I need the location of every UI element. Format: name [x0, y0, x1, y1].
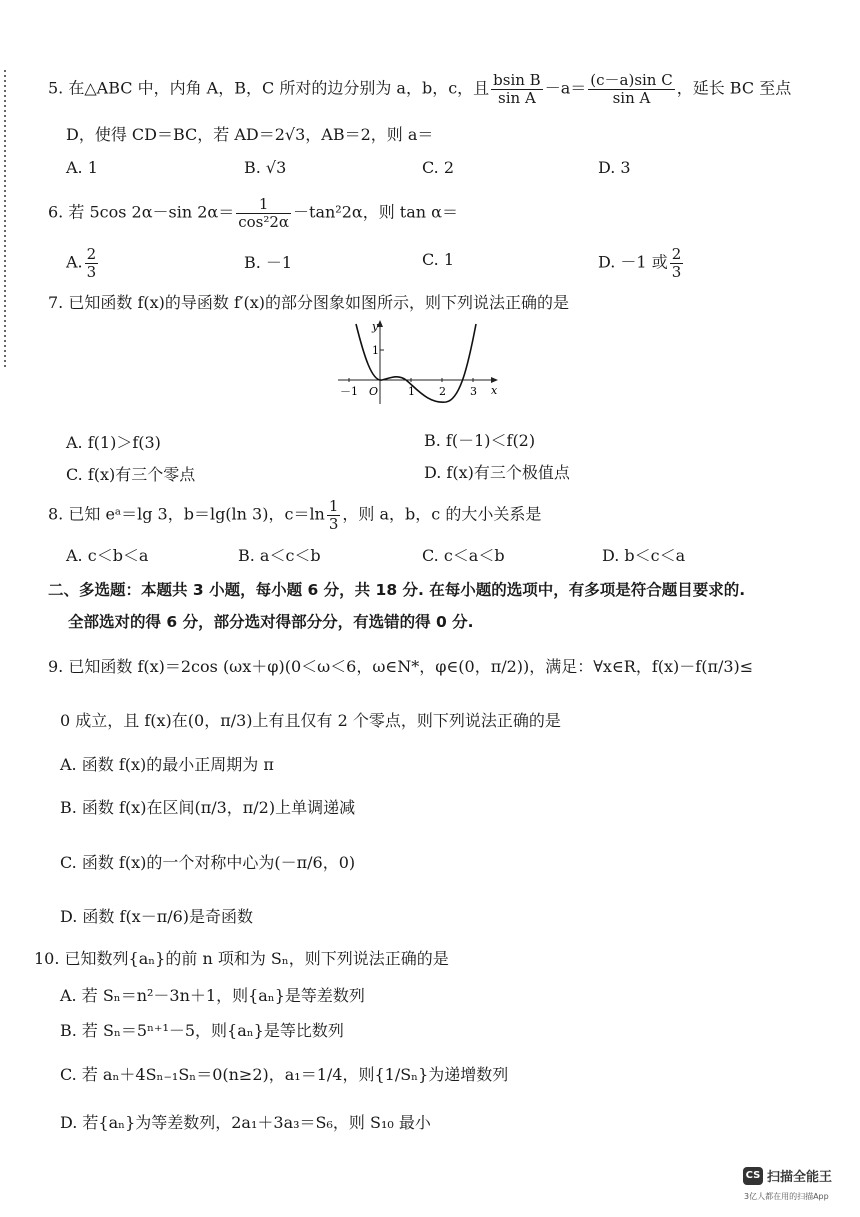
x-tick-label-1: 1	[408, 385, 415, 398]
q5-option-b: B. √3	[244, 158, 287, 177]
section2-heading-line2: 全部选对的得 6 分，部分选对得部分分，有选错的得 0 分.	[68, 613, 474, 631]
q9-option-b: B. 函数 f(x)在区间(π/3，π/2)上单调递减	[60, 798, 356, 817]
q8-text-pre: 8. 已知 eᵃ＝lg 3，b＝lg(ln 3)，c＝ln	[48, 504, 325, 524]
x-axis-arrow	[491, 377, 498, 383]
watermark-name: 扫描全能王	[767, 1170, 833, 1185]
q5-text-post: ，延长 BC 至点	[676, 78, 792, 98]
q6-text-pre: 6. 若 5cos 2α－sin 2α＝	[48, 202, 235, 222]
q7-option-d: D. f(x)有三个极值点	[424, 463, 570, 482]
q8-option-a: A. c＜b＜a	[66, 546, 149, 565]
q9-option-c: C. 函数 f(x)的一个对称中心为(－π/6，0)	[60, 853, 356, 872]
q5-line2: D，使得 CD＝BC，若 AD＝2√3，AB＝2，则 a＝	[66, 125, 434, 144]
q7-option-b: B. f(－1)＜f(2)	[424, 431, 536, 450]
q6-option-a-label: A.	[66, 252, 83, 272]
q5-frac1-num: bsin B	[493, 71, 541, 89]
q5-fraction-2	[588, 72, 674, 106]
q6-a-num: 2	[86, 245, 97, 263]
q6-frac-den: cos²2α	[238, 212, 290, 231]
q9-option-d: D. 函数 f(x－π/6)是奇函数	[60, 907, 254, 926]
q10-option-b: B. 若 Sₙ＝5ⁿ⁺¹－5，则{aₙ}是等比数列	[60, 1021, 344, 1040]
q6-d-num: 2	[671, 245, 682, 263]
x-tick-label-3: 3	[470, 385, 477, 398]
q7-stem: 7. 已知函数 f(x)的导函数 f′(x)的部分图象如图所示，则下列说法正确的是	[48, 293, 570, 312]
q5-line1	[48, 72, 791, 106]
q5-text-pre: 5. 在△ABC 中，内角 A，B，C 所对的边分别为 a，b，c，且	[48, 78, 490, 98]
q10-stem: 10. 已知数列{aₙ}的前 n 项和为 Sₙ，则下列说法正确的是	[34, 949, 449, 968]
q9-option-a: A. 函数 f(x)的最小正周期为 π	[60, 755, 274, 774]
x-tick-label-2: 2	[439, 385, 446, 398]
origin-label: O	[369, 385, 379, 398]
q6-fraction	[236, 196, 291, 230]
q8-frac-den: 3	[328, 514, 339, 533]
y-label: y	[372, 320, 379, 333]
q8-fraction	[327, 498, 341, 532]
q5-frac1-den: sin A	[498, 88, 536, 107]
q5-option-d: D. 3	[598, 158, 631, 177]
q6-a-den: 3	[86, 262, 97, 281]
q6-option-a	[66, 246, 100, 280]
section2-heading-line1: 二、多选题：本题共 3 小题，每小题 6 分，共 18 分. 在每小题的选项中，有多项是符合题目要求的.	[48, 581, 746, 599]
q6-frac-num: 1	[236, 196, 291, 214]
q5-option-c: C. 2	[422, 158, 455, 177]
q6-stem	[48, 196, 458, 230]
q8-option-b: B. a＜c＜b	[238, 546, 321, 565]
q5-frac2-den: sin A	[612, 88, 651, 107]
q6-option-d-label: D. －1 或	[598, 252, 668, 272]
q10-option-d: D. 若{aₙ}为等差数列，2a₁＋3a₃＝S₆，则 S₁₀ 最小	[60, 1113, 431, 1132]
x-tick-label-neg1: －1	[340, 385, 358, 398]
q7-derivative-graph	[336, 316, 506, 408]
q6-text-post: －tan²2α，则 tan α＝	[293, 202, 458, 222]
q6-option-d	[598, 246, 685, 280]
q5-fraction-1	[491, 72, 543, 106]
q5-option-a: A. 1	[66, 158, 98, 177]
q9-line1: 9. 已知函数 f(x)＝2cos (ωx＋φ)(0＜ω＜6，ω∈N*，φ∈(0，π/2))，满足：∀x∈R，f(x)－f(π/3)≤	[48, 657, 754, 676]
q6-d-den: 3	[671, 262, 682, 281]
q8-option-d: D. b＜c＜a	[602, 546, 686, 565]
q10-option-c: C. 若 aₙ＋4Sₙ₋₁Sₙ＝0(n≥2)，a₁＝1/4，则{1/Sₙ}为递增数列	[60, 1065, 509, 1084]
x-label: x	[491, 384, 498, 397]
q6-option-a-frac	[85, 246, 99, 280]
q6-option-b: B. －1	[244, 253, 293, 272]
binding-margin-dots	[4, 70, 6, 370]
camscanner-logo-icon: CS	[743, 1167, 763, 1185]
q9-line2: 0 成立，且 f(x)在(0，π/3)上有且仅有 2 个零点，则下列说法正确的是	[60, 711, 561, 730]
q7-option-c: C. f(x)有三个零点	[66, 465, 196, 484]
q8-text-post: ，则 a，b，c 的大小关系是	[342, 504, 542, 524]
y-tick-label-1: 1	[372, 344, 379, 357]
q10-option-a: A. 若 Sₙ＝n²－3n＋1，则{aₙ}是等差数列	[60, 986, 365, 1005]
q8-frac-num: 1	[328, 497, 339, 515]
q5-text-mid: －a＝	[544, 78, 587, 98]
q6-option-d-frac	[670, 246, 684, 280]
q7-option-a: A. f(1)＞f(3)	[66, 433, 161, 452]
q5-frac2-num: (c－a)sin C	[590, 71, 673, 89]
watermark-tagline: 3亿人都在用的扫描App	[744, 1192, 829, 1201]
q6-option-c: C. 1	[422, 250, 455, 269]
q8-stem	[48, 498, 541, 532]
q8-option-c: C. c＜a＜b	[422, 546, 505, 565]
